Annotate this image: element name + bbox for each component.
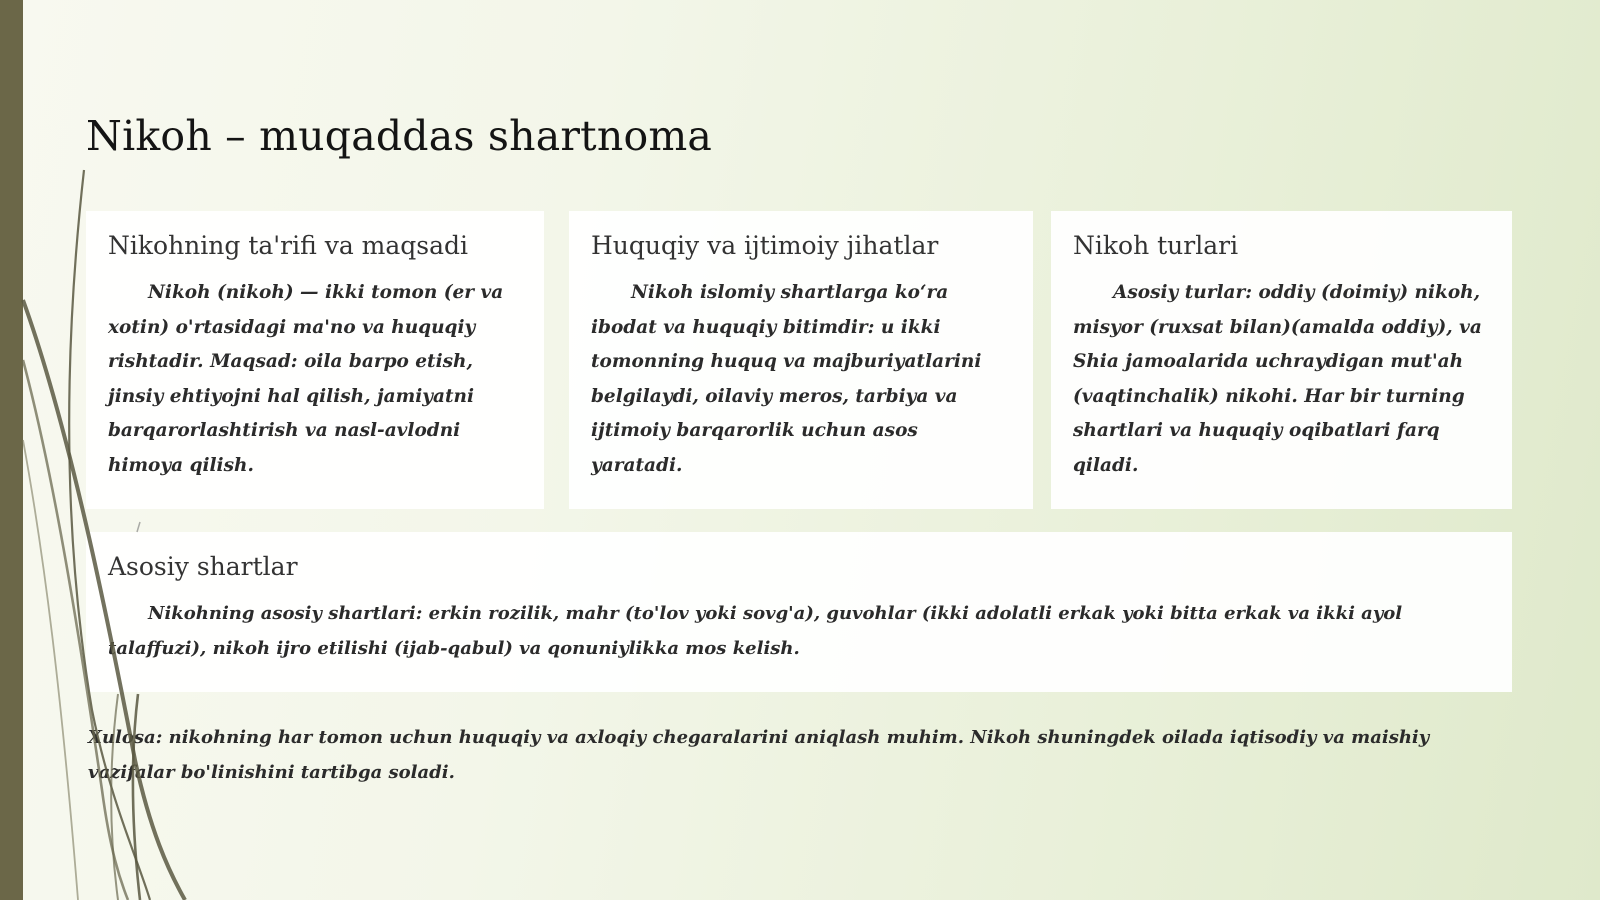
card-text: Nikoh (nikoh) — ikki tomon (er va xotin) o'rtasidagi ma'no va huquqiy rishtadir. Maqsad: oila barpo etish, jinsiy ehtiyojni hal qilish, jamiyatni barqarorlashtirish va nasl-avlodni himoya qilish.	[108, 282, 504, 476]
card-heading: Huquqiy va ijtimoiy jihatlar	[591, 231, 939, 260]
conclusion-text: Xulosa: nikohning har tomon uchun huquqiy va axloqiy chegaralarini aniqlash muhim. Nikoh shuningdek oilada iqtisodiy va maishiy vazifalar bo'linishini tartibga soladi.	[88, 727, 1430, 783]
card-heading: Nikoh turlari	[1073, 231, 1239, 260]
left-accent-bar	[0, 0, 23, 900]
card-definition	[86, 211, 544, 509]
card-heading: Nikohning ta'rifi va maqsadi	[108, 231, 469, 260]
card-text: Nikoh islomiy shartlarga ko‘ra ibodat va huquqiy bitimdir: u ikki tomonning huquq va majburiyatlarini belgilaydi, oilaviy meros, tarbiya va ijtimoiy barqarorlik uchun asos yaratadi.	[591, 282, 982, 476]
card-conditions	[86, 532, 1512, 692]
card-heading: Asosiy shartlar	[108, 552, 298, 581]
card-legal-social	[569, 211, 1033, 509]
card-text: Nikohning asosiy shartlari: erkin rozilik, mahr (to'lov yoki sovg'a), guvohlar (ikki adolatli erkak yoki bitta erkak va ikki ayol talaffuzi), nikoh ijro etilishi (ijab-qabul) va qonuniylikka mos kelish.	[108, 603, 1403, 659]
card-text: Asosiy turlar: oddiy (doimiy) nikoh, misyor (ruxsat bilan)(amalda oddiy), va Shia jamoalarida uchraydigan mut'ah (vaqtinchalik) nikohi. Har bir turning shartlari va huquqiy oqibatlari farq qiladi.	[1073, 282, 1482, 476]
slide-title: Nikoh – muqaddas shartnoma	[86, 112, 713, 160]
card-types	[1051, 211, 1512, 509]
